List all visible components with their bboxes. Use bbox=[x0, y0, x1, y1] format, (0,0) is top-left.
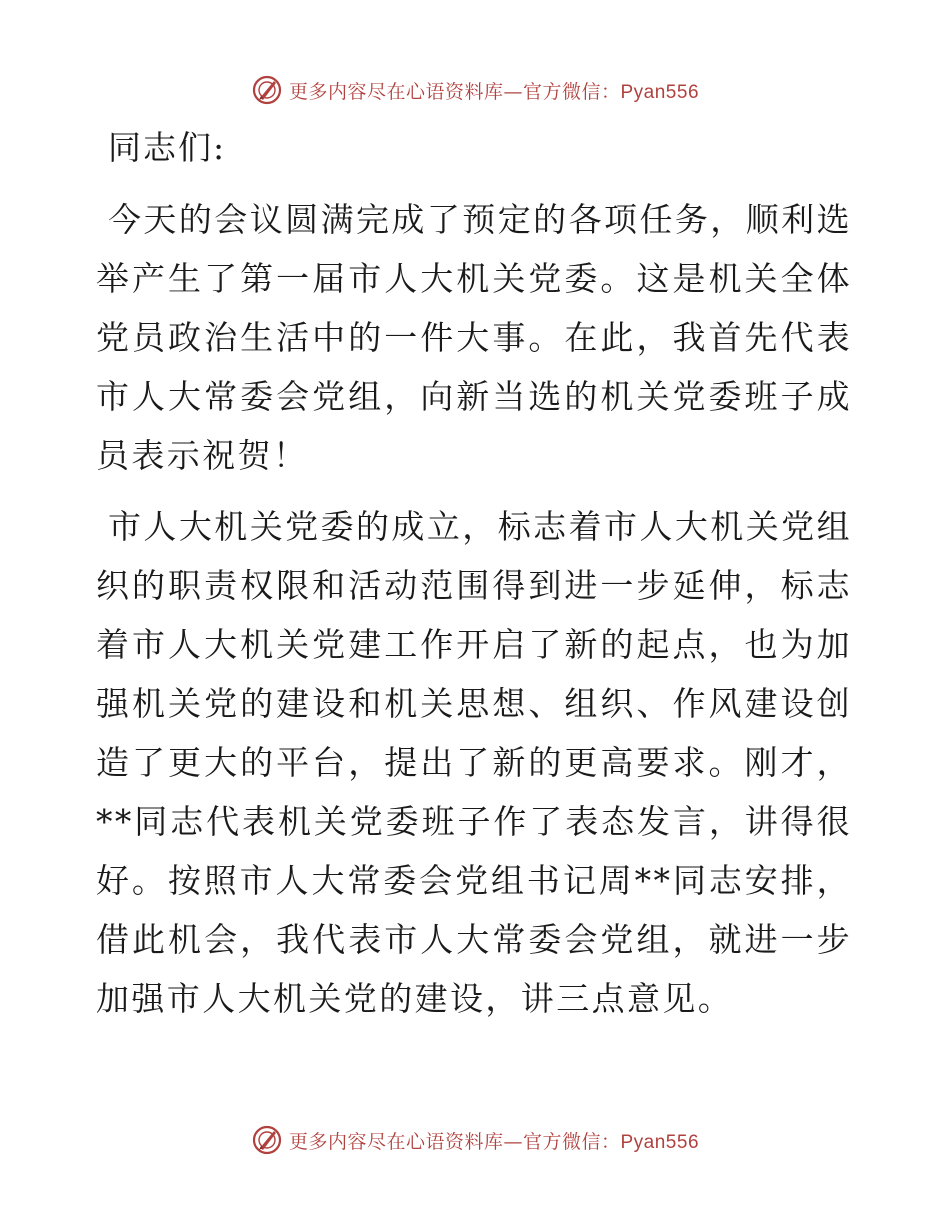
watermark-text: 更多内容尽在心语资料库—官方微信：Pyan556 bbox=[288, 80, 700, 103]
paragraph-1: 今天的会议圆满完成了预定的各项任务，顺利选举产生了第一届市人大机关党委。这是机关全体党员政治生活中的一件大事。在此，我首先代表市人大常委会党组，向新当选的机关党委班子成员表示祝贺！ bbox=[96, 200, 852, 475]
footer-watermark bbox=[0, 1120, 950, 1160]
document-body bbox=[96, 118, 852, 1040]
quill-pen-logo-icon bbox=[251, 1124, 283, 1156]
quill-pen-logo-icon bbox=[251, 74, 283, 106]
salutation: 同志们: bbox=[108, 128, 227, 167]
paragraph-2: 市人大机关党委的成立，标志着市人大机关党组织的职责权限和活动范围得到进一步延伸，标志着市人大机关党建工作开启了新的起点，也为加强机关党的建设和机关思想、组织、作风建设创造了更大的平台，提出了新的更高要求。刚才，**同志代表机关党委班子作了表态发言，讲得很好。按照市人大常委会党组书记周**同志安排，借此机会，我代表市人大常委会党组，就进一步加强市人大机关党的建设，讲三点意见。 bbox=[96, 507, 852, 1018]
header-watermark bbox=[0, 70, 950, 110]
watermark-text: 更多内容尽在心语资料库—官方微信：Pyan556 bbox=[288, 1130, 700, 1153]
